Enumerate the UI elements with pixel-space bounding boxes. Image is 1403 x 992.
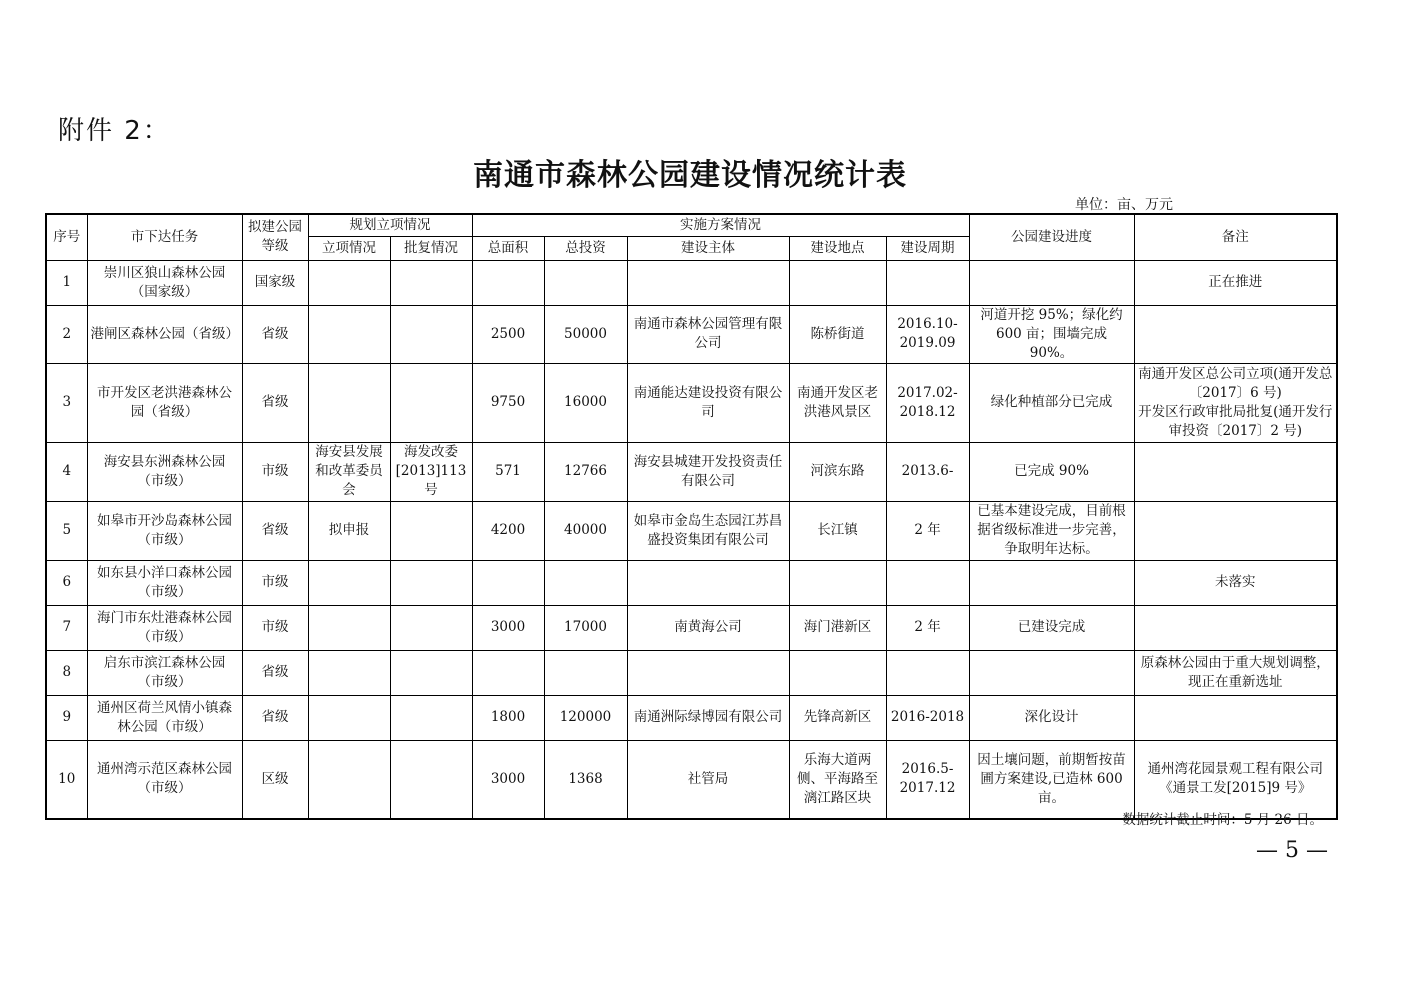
cell-entity: 南通洲际绿博园有限公司 <box>627 695 789 740</box>
table-row <box>46 363 1337 442</box>
cell-approval <box>390 305 472 363</box>
cell-level: 省级 <box>242 695 308 740</box>
cell-location <box>789 260 886 305</box>
cell-task: 市开发区老洪港森林公园（省级） <box>87 363 242 442</box>
cell-task: 通州湾示范区森林公园（市级） <box>87 740 242 819</box>
cell-task: 如东县小洋口森林公园（市级） <box>87 560 242 605</box>
cutoff-note: 数据统计截止时间：5 月 26 日。 <box>1122 812 1323 828</box>
table-row <box>46 695 1337 740</box>
cell-project <box>308 605 390 650</box>
cell-progress: 已完成 90% <box>969 442 1134 501</box>
header-level: 拟建公园等级 <box>242 214 308 260</box>
header-impl-group: 实施方案情况 <box>472 214 969 236</box>
cell-entity: 海安县城建开发投资责任有限公司 <box>627 442 789 501</box>
cell-project: 海安县发展和改革委员会 <box>308 442 390 501</box>
cell-task: 港闸区森林公园（省级） <box>87 305 242 363</box>
cell-level: 区级 <box>242 740 308 819</box>
table-row <box>46 260 1337 305</box>
cell-area: 9750 <box>472 363 544 442</box>
header-project: 立项情况 <box>308 236 390 260</box>
cell-period: 2016.5-2017.12 <box>886 740 969 819</box>
cell-entity <box>627 260 789 305</box>
cell-seq: 10 <box>46 740 87 819</box>
cell-project <box>308 560 390 605</box>
cell-location: 先锋高新区 <box>789 695 886 740</box>
header-plan-group: 规划立项情况 <box>308 214 472 236</box>
header-task: 市下达任务 <box>87 214 242 260</box>
cell-approval: 海发改委[2013]113号 <box>390 442 472 501</box>
cell-progress: 已基本建设完成，目前根据省级标准进一步完善，争取明年达标。 <box>969 501 1134 560</box>
cell-task: 通州区荷兰风情小镇森林公园（市级） <box>87 695 242 740</box>
cell-invest: 1368 <box>544 740 627 819</box>
cell-task: 如皋市开沙岛森林公园（市级） <box>87 501 242 560</box>
cell-task: 海门市东灶港森林公园（市级） <box>87 605 242 650</box>
header-area: 总面积 <box>472 236 544 260</box>
cell-entity: 南黄海公司 <box>627 605 789 650</box>
cell-approval <box>390 560 472 605</box>
cell-location: 长江镇 <box>789 501 886 560</box>
cell-progress: 河道开挖 95%；绿化约 600 亩；围墙完成 90%。 <box>969 305 1134 363</box>
cell-entity: 如皋市金岛生态园江苏昌盛投资集团有限公司 <box>627 501 789 560</box>
cell-seq: 5 <box>46 501 87 560</box>
header-remark: 备注 <box>1134 214 1337 260</box>
cell-remark <box>1134 305 1337 363</box>
cell-period: 2016.10-2019.09 <box>886 305 969 363</box>
cell-progress: 深化设计 <box>969 695 1134 740</box>
cell-seq: 6 <box>46 560 87 605</box>
header-progress: 公园建设进度 <box>969 214 1134 260</box>
cell-seq: 2 <box>46 305 87 363</box>
cell-invest: 17000 <box>544 605 627 650</box>
cell-invest: 12766 <box>544 442 627 501</box>
cell-project <box>308 260 390 305</box>
cell-area <box>472 260 544 305</box>
cell-entity: 南通能达建设投资有限公司 <box>627 363 789 442</box>
header-approval: 批复情况 <box>390 236 472 260</box>
cell-level: 国家级 <box>242 260 308 305</box>
cell-period: 2013.6- <box>886 442 969 501</box>
cell-entity <box>627 560 789 605</box>
cell-level: 省级 <box>242 650 308 695</box>
cell-remark <box>1134 442 1337 501</box>
cell-area: 3000 <box>472 605 544 650</box>
cell-remark: 未落实 <box>1134 560 1337 605</box>
cell-project <box>308 305 390 363</box>
cell-seq: 7 <box>46 605 87 650</box>
table-row <box>46 605 1337 650</box>
header-seq: 序号 <box>46 214 87 260</box>
cell-seq: 4 <box>46 442 87 501</box>
cell-task: 崇川区狼山森林公园（国家级） <box>87 260 242 305</box>
cell-remark <box>1134 695 1337 740</box>
table-row <box>46 560 1337 605</box>
attachment-label: 附件 2： <box>58 116 171 146</box>
cell-invest: 16000 <box>544 363 627 442</box>
cell-approval <box>390 695 472 740</box>
cell-period: 2 年 <box>886 501 969 560</box>
cell-invest: 50000 <box>544 305 627 363</box>
cell-location: 南通开发区老洪港风景区 <box>789 363 886 442</box>
page-number: — 5 — <box>1256 838 1328 863</box>
cell-remark: 正在推进 <box>1134 260 1337 305</box>
cell-invest: 40000 <box>544 501 627 560</box>
cell-project <box>308 650 390 695</box>
cell-level: 省级 <box>242 305 308 363</box>
cell-period <box>886 260 969 305</box>
cell-approval <box>390 501 472 560</box>
cell-location: 乐海大道两侧、平海路至漓江路区块 <box>789 740 886 819</box>
cell-location: 河滨东路 <box>789 442 886 501</box>
cell-period: 2016-2018 <box>886 695 969 740</box>
cell-task: 海安县东洲森林公园（市级） <box>87 442 242 501</box>
cell-period <box>886 650 969 695</box>
cell-location: 海门港新区 <box>789 605 886 650</box>
cell-approval <box>390 605 472 650</box>
cell-project <box>308 695 390 740</box>
cell-remark: 南通开发区总公司立项(通开发总〔2017〕6 号) 开发区行政审批局批复(通开发行审投资〔2017〕2 号) <box>1134 363 1337 442</box>
cell-seq: 8 <box>46 650 87 695</box>
cell-area: 3000 <box>472 740 544 819</box>
cell-progress <box>969 650 1134 695</box>
cell-level: 市级 <box>242 560 308 605</box>
cell-seq: 1 <box>46 260 87 305</box>
cell-level: 省级 <box>242 501 308 560</box>
cell-entity <box>627 650 789 695</box>
cell-approval <box>390 650 472 695</box>
cell-location <box>789 560 886 605</box>
table-row <box>46 650 1337 695</box>
cell-level: 市级 <box>242 442 308 501</box>
cell-project <box>308 740 390 819</box>
statistics-table <box>45 213 1338 820</box>
cell-area <box>472 560 544 605</box>
cell-area: 1800 <box>472 695 544 740</box>
page-title: 南通市森林公园建设情况统计表 <box>473 158 907 193</box>
cell-project: 拟申报 <box>308 501 390 560</box>
header-period: 建设周期 <box>886 236 969 260</box>
table-row <box>46 442 1337 501</box>
cell-entity: 南通市森林公园管理有限公司 <box>627 305 789 363</box>
cell-approval <box>390 363 472 442</box>
cell-approval <box>390 740 472 819</box>
cell-location: 陈桥街道 <box>789 305 886 363</box>
cell-progress: 已建设完成 <box>969 605 1134 650</box>
cell-invest <box>544 260 627 305</box>
cell-seq: 3 <box>46 363 87 442</box>
cell-task: 启东市滨江森林公园（市级） <box>87 650 242 695</box>
cell-location <box>789 650 886 695</box>
cell-progress <box>969 560 1134 605</box>
cell-area: 4200 <box>472 501 544 560</box>
cell-approval <box>390 260 472 305</box>
cell-invest <box>544 560 627 605</box>
cell-area <box>472 650 544 695</box>
table-row <box>46 501 1337 560</box>
table-row <box>46 305 1337 363</box>
cell-period <box>886 560 969 605</box>
cell-progress: 绿化种植部分已完成 <box>969 363 1134 442</box>
header-entity: 建设主体 <box>627 236 789 260</box>
cell-entity: 社管局 <box>627 740 789 819</box>
cell-remark: 原森林公园由于重大规划调整，现正在重新选址 <box>1134 650 1337 695</box>
cell-seq: 9 <box>46 695 87 740</box>
cell-level: 市级 <box>242 605 308 650</box>
cell-remark <box>1134 605 1337 650</box>
cell-invest <box>544 650 627 695</box>
cell-remark: 通州湾花园景观工程有限公司《通景工发[2015]9 号》 <box>1134 740 1337 819</box>
cell-area: 571 <box>472 442 544 501</box>
cell-level: 省级 <box>242 363 308 442</box>
cell-progress: 因土壤问题，前期暂按苗圃方案建设,已造林 600 亩。 <box>969 740 1134 819</box>
header-location: 建设地点 <box>789 236 886 260</box>
cell-area: 2500 <box>472 305 544 363</box>
cell-invest: 120000 <box>544 695 627 740</box>
cell-remark <box>1134 501 1337 560</box>
cell-progress <box>969 260 1134 305</box>
cell-period: 2 年 <box>886 605 969 650</box>
unit-note: 单位：亩、万元 <box>1075 197 1173 213</box>
cell-project <box>308 363 390 442</box>
header-invest: 总投资 <box>544 236 627 260</box>
cell-period: 2017.02-2018.12 <box>886 363 969 442</box>
